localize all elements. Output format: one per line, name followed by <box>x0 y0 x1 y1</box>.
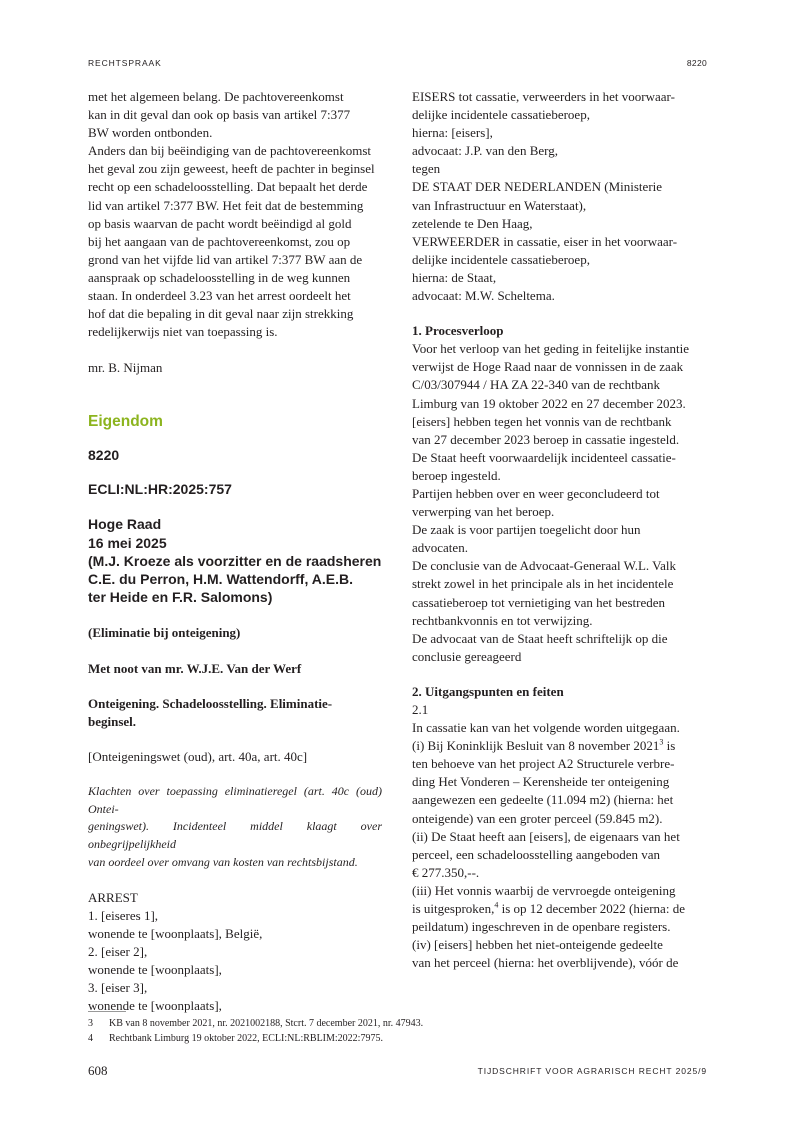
text-line: van oordeel over omvang van kosten van rechtsbijstand. <box>88 855 358 870</box>
right-column <box>412 88 708 972</box>
text-line: rechtbankvonnis en tot verwijzing. <box>412 612 593 628</box>
procedure-paragraph-2 <box>412 413 708 449</box>
paragraph-1 <box>88 88 382 142</box>
text-line: 2. [eiser 2], <box>88 944 148 960</box>
footnote-4 <box>88 1033 383 1044</box>
annotation-note: Met noot van mr. W.J.E. Van der Werf <box>88 660 302 676</box>
rubric-heading: Eigendom <box>88 413 163 431</box>
text-line: € 277.350,--. <box>412 864 480 880</box>
fact-iv <box>412 936 708 972</box>
text-line: BW worden ontbonden. <box>88 125 213 141</box>
page-number: 608 <box>88 1063 108 1078</box>
journal-title: TIJDSCHRIFT VOOR AGRARISCH RECHT 2025/9 <box>477 1066 707 1076</box>
text-line: De conclusie van de Advocaat-Generaal W.L. Valk <box>412 558 676 574</box>
fact-iii-text-end: is op 12 december 2022 (hierna: de <box>498 901 685 917</box>
footnote-text: Rechtbank Limburg 19 oktober 2022, ECLI:NL:RBLIM:2022:7975. <box>109 1033 383 1044</box>
text-line: VERWEERDER in cassatie, eiser in het voorwaar- <box>412 233 678 249</box>
text-line: hierna: [eisers], <box>412 125 493 141</box>
footnote-ref-3[interactable]: 3 <box>659 737 664 747</box>
text-line: Limburg van 19 oktober 2022 en 27 december 2023. <box>412 395 686 411</box>
text-line: C/03/307944 / HA ZA 22-340 van de rechtbank <box>412 377 661 393</box>
text-line: hof dat die bepaling in dit geval naar zijn strekking <box>88 306 354 322</box>
text-line: lid van artikel 7:377 BW. Het feit dat de bestemming <box>88 197 364 213</box>
fact-i <box>412 737 708 827</box>
text-line: delijke incidentele cassatieberoep, <box>412 107 590 123</box>
text-line: het geval zou zijn geweest, heeft de pachter in beginsel <box>88 161 375 177</box>
section-heading-uitgangspunten: 2. Uitgangspunten en feiten <box>412 683 564 699</box>
ecli-number: ECLI:NL:HR:2025:757 <box>88 481 232 498</box>
text-line: verwerping van het beroep. <box>412 504 555 520</box>
text-line: DE STAAT DER NEDERLANDEN (Ministerie <box>412 179 663 195</box>
text-line: advocaten. <box>412 540 468 556</box>
section-heading-procesverloop: 1. Procesverloop <box>412 323 504 339</box>
text-line: Partijen hebben over en weer geconcludeerd tot <box>412 485 660 501</box>
paragraph-2 <box>88 142 382 341</box>
text-line: staan. In onderdeel 3.23 van het arrest oordeelt het <box>88 288 351 304</box>
text-line: De zaak is voor partijen toegelicht door hun <box>412 522 641 538</box>
fact-iii-line-1: (iii) Het vonnis waarbij de vervroegde onteigening <box>412 882 676 898</box>
text-line: (M.J. Kroeze als voorzitter en de raadsheren <box>88 552 382 569</box>
text-line: zetelende te Den Haag, <box>412 215 533 231</box>
parties-list <box>88 889 382 1016</box>
procedure-paragraph-1 <box>412 340 708 412</box>
case-summary <box>88 783 382 872</box>
text-line: peildatum) ingeschreven in de openbare registers. <box>412 919 671 935</box>
text-line: wonende te [woonplaats], België, <box>88 926 263 942</box>
text-line: Onteigening. Schadeloosstelling. Eliminatie- <box>88 695 333 711</box>
fact-ii <box>412 828 708 882</box>
text-line: De Staat heeft voorwaardelijk incidenteel cassatie- <box>412 449 676 465</box>
text-line: redelijkerwijs niet van toepassing is. <box>88 324 278 340</box>
text-line: ten behoeve van het project A2 Structurele verbre- <box>412 756 675 772</box>
text-line: advocaat: M.W. Scheltema. <box>412 288 555 304</box>
author-signature: mr. B. Nijman <box>88 360 163 376</box>
text-line: bij het aangaan van de pachtovereenkomst, zou op <box>88 233 351 249</box>
text-line: op basis waarvan de pacht wordt beëindigd al gold <box>88 215 352 231</box>
procedure-paragraph-6 <box>412 557 708 629</box>
case-subject: (Eliminatie bij onteigening) <box>88 625 241 641</box>
text-line: De advocaat van de Staat heeft schriftelijk op die <box>412 630 668 646</box>
text-line: 16 mei 2025 <box>88 534 167 551</box>
subsection-number: 2.1 <box>412 702 429 717</box>
facts-intro: In cassatie kan van het volgende worden uitgegaan. <box>412 720 680 736</box>
text-line: recht op een schadeloosstelling. Dat bepaalt het derde <box>88 179 368 195</box>
text-line: ding Het Vonderen – Kerensheide ter onteigening <box>412 774 670 790</box>
footnote-divider <box>88 1011 126 1012</box>
footnote-number: 3 <box>88 1018 93 1029</box>
footnote-text: KB van 8 november 2021, nr. 2021002188, Stcrt. 7 december 2021, nr. 47943. <box>109 1018 424 1029</box>
text-line: grond van het vijfde lid van artikel 7:377 BW aan de <box>88 251 363 267</box>
text-line: aanspraak op schadeloosstelling in de weg kunnen <box>88 269 351 285</box>
text-line: advocaat: J.P. van den Berg, <box>412 143 558 159</box>
text-line: C.E. du Perron, H.M. Wattendorff, A.E.B. <box>88 571 353 588</box>
running-header-section: RECHTSPRAAK <box>88 58 162 68</box>
text-line: [eisers] hebben tegen het vonnis van de rechtbank <box>412 413 672 429</box>
procedure-paragraph-3 <box>412 449 708 485</box>
text-line: verwijst de Hoge Raad naar de vonnissen in de zaak <box>412 359 684 375</box>
text-line: cassatieberoep tot vernietiging van het bestreden <box>412 594 666 610</box>
text-line: perceel, een schadeloosstelling aangeboden van <box>412 846 660 862</box>
text-line: wonende te [woonplaats], <box>88 962 222 978</box>
text-line: 1. [eiseres 1], <box>88 907 159 923</box>
text-line: (ii) De Staat heeft aan [eisers], de eigenaars van het <box>412 828 680 844</box>
text-line: delijke incidentele cassatieberoep, <box>412 251 590 267</box>
text-line: Anders dan bij beëindiging van de pachtovereenkomst <box>88 143 372 159</box>
procedure-paragraph-4 <box>412 485 708 521</box>
footnote-number: 4 <box>88 1033 93 1044</box>
left-column <box>88 88 382 1016</box>
keywords <box>88 695 382 731</box>
fact-i-text-end: is <box>663 738 676 754</box>
text-line: hierna: de Staat, <box>412 269 497 285</box>
text-line: kan in dit geval dan ook op basis van artikel 7:377 <box>88 107 351 123</box>
fact-i-text: (i) Bij Koninklijk Besluit van 8 november 2021 <box>412 738 660 754</box>
parties-continued <box>412 88 708 305</box>
text-line: van Infrastructuur en Waterstaat), <box>412 197 587 213</box>
fact-iii-text: is uitgesproken, <box>412 901 495 917</box>
footnote-ref-4[interactable]: 4 <box>494 900 499 910</box>
text-line: strekt zowel in het principale als in het incidentele <box>412 576 674 592</box>
text-line: onteigende) van een groter perceel (59.845 m2). <box>412 810 663 826</box>
text-line: aangewezen een gedeelte (11.094 m2) (hierna: het <box>412 792 674 808</box>
text-line: beroep ingesteld. <box>412 467 501 483</box>
text-line: van het perceel (hierna: het overblijvende), vóór de <box>412 955 679 971</box>
text-line: met het algemeen belang. De pachtovereenkomst <box>88 89 344 104</box>
text-line: tegen <box>412 161 441 177</box>
fact-i-continued <box>412 755 708 827</box>
court-composition <box>88 515 382 606</box>
text-line: ARREST <box>88 889 138 905</box>
footnote-3 <box>88 1018 423 1029</box>
running-header-number: 8220 <box>686 58 707 68</box>
text-line: 3. [eiser 3], <box>88 980 148 996</box>
legislation-reference: [Onteigeningswet (oud), art. 40a, art. 40c] <box>88 748 308 764</box>
text-line: (iv) [eisers] hebben het niet-onteigende gedeelte <box>412 937 663 953</box>
fact-iii-continued <box>412 918 708 936</box>
text-line: wonende te [woonplaats], <box>88 998 222 1014</box>
text-line: conclusie gereageerd <box>412 648 522 664</box>
text-line: ter Heide en F.R. Salomons) <box>88 589 273 606</box>
procedure-paragraph-5 <box>412 521 708 557</box>
text-line: Voor het verloop van het geding in feitelijke instantie <box>412 341 690 357</box>
text-line: van 27 december 2023 beroep in cassatie ingesteld. <box>412 431 680 447</box>
procedure-paragraph-7 <box>412 630 708 666</box>
text-line: EISERS tot cassatie, verweerders in het voorwaar- <box>412 89 675 104</box>
case-number: 8220 <box>88 447 120 464</box>
fact-iii <box>412 882 708 936</box>
text-line: Hoge Raad <box>88 516 162 533</box>
text-line: beginsel. <box>88 713 137 729</box>
text-line: geningswet). Incidenteel middel klaagt over onbegrijpelijkheid <box>88 819 382 852</box>
text-line: Klachten over toepassing eliminatieregel (art. 40c (oud) Ontei- <box>88 783 382 816</box>
